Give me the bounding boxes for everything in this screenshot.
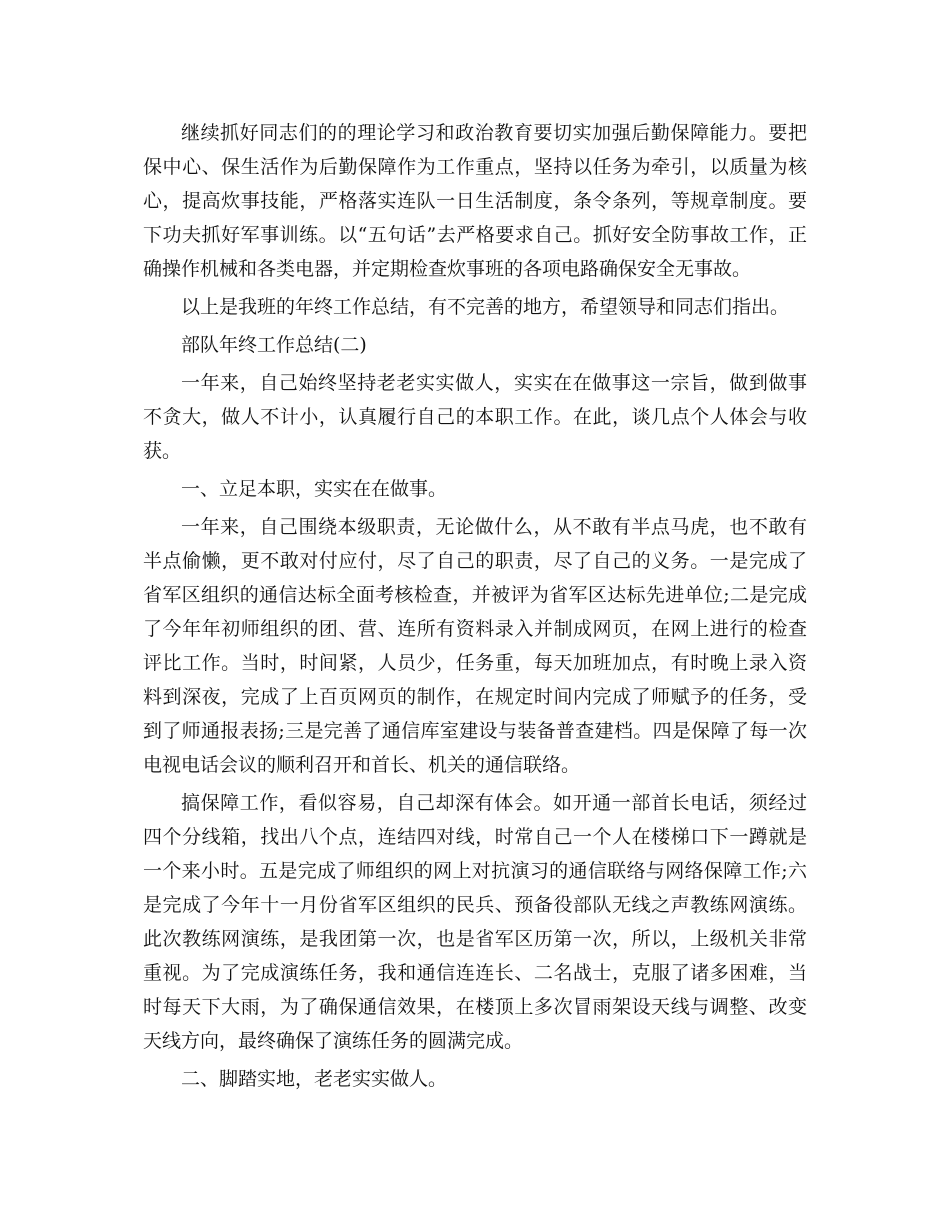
paragraph-logistics: 继续抓好同志们的的理论学习和政治教育要切实加强后勤保障能力。要把保中心、保生活作为后勤保障作为工作重点，坚持以任务为牵引，以质量为核心，提高炊事技能，严格落实连队一日生活制度，条令条列，等规章制度。要下功夫抓好军事训练。以“五句话”去严格要求自己。抓好安全防事故工作，正确操作机械和各类电器，并定期检查炊事班的各项电路确保安全无事故。 <box>143 122 807 280</box>
heading-one: 一、立足本职，实实在在做事。 <box>181 478 448 500</box>
paragraph-duties: 一年来，自己围绕本级职责，无论做什么，从不敢有半点马虎，也不敢有半点偷懒，更不敢对付应付，尽了自己的职责，尽了自己的义务。一是完成了省军区组织的通信达标全面考核检查，并被评为省军区达标先进单位;二是完成了今年年初师组织的团、营、连所有资料录入并制成网页，在网上进行的检查评比工作。当时，时间紧，人员少，任务重，每天加班加点，有时晚上录入资料到深夜，完成了上百页网页的制作，在规定时间内完成了师赋予的任务，受到了师通报表扬;三是完善了通信库室建设与装备普查建档。四是保障了每一次电视电话会议的顺利召开和首长、机关的通信联络。 <box>143 516 807 776</box>
section-title: 部队年终工作总结(二) <box>181 334 367 356</box>
heading-two: 二、脚踏实地，老老实实做人。 <box>181 1068 448 1090</box>
document-body <box>143 116 807 1100</box>
paragraph-intro: 一年来，自己始终坚持老老实实做人，实实在在做事这一宗旨，做到做事不贪大，做人不计小，认真履行自己的本职工作。在此，谈几点个人体会与收获。 <box>143 372 807 462</box>
paragraph-summary-closing: 以上是我班的年终工作总结，有不完善的地方，希望领导和同志们指出。 <box>181 296 790 318</box>
paragraph-support-work: 搞保障工作，看似容易，自己却深有体会。如开通一部首长电话，须经过四个分线箱，找出八个点，连结四对线，时常自己一个人在楼梯口下一蹲就是一个来小时。五是完成了师组织的网上对抗演习的通信联络与网络保障工作;六是完成了今年十一月份省军区组织的民兵、预备役部队无线之声教练网演练。此次教练网演练，是我团第一次，也是省军区历第一次，所以，上级机关非常重视。为了完成演练任务，我和通信连连长、二名战士，克服了诸多困难，当时每天下大雨，为了确保通信效果，在楼顶上多次冒雨架设天线与调整、改变天线方向，最终确保了演练任务的圆满完成。 <box>143 792 807 1052</box>
